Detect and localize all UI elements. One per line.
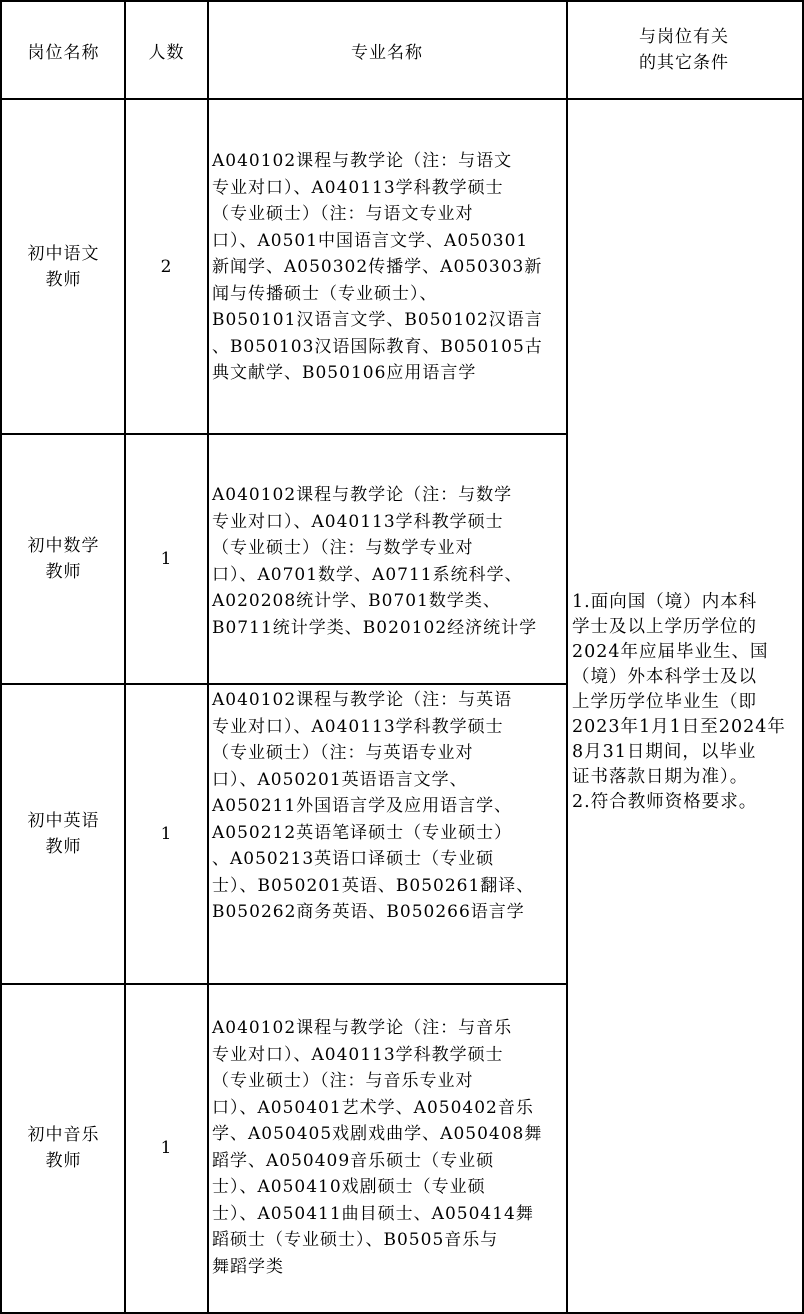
row-1-majors: A040102课程与教学论（注：与语文 专业对口）、A040113学科教学硕士 （专业硕士）（注：与语文专业对 口）、A0501中国语言文学、A050301 新闻学、A050302传播学、A050303新 闻与传播硕士（专业硕士）、 B050101汉语言文学、B050102汉语言 、B050103汉语国际教育、B050105古 典文献学、B050106应用语言学 [212,151,543,383]
row-2-position: 初中数学 教师 [27,536,100,582]
header-position-name: 岗位名称 [27,42,100,63]
row-4-count: 1 [160,1138,173,1158]
table-border-left [0,0,2,1314]
conditions-text: 1.面向国（境）内本科 学士及以上学历学位的 2024年应届毕业生、国 （境）外本科学士及以 上学历学位毕业生（即 2023年1月1日至2024年 8月31日期间，以毕业 证书落款日期为准）。 2.符合教师资格要求。 [572,592,786,812]
col-divider-1 [124,0,126,1314]
row-3-position: 初中英语 教师 [27,811,100,857]
header-count: 人数 [148,42,185,63]
row-divider-header [0,98,804,100]
row-1-position: 初中语文 教师 [27,244,100,290]
col-divider-3 [566,0,568,1314]
row-4-majors: A040102课程与教学论（注：与音乐 专业对口）、A040113学科教学硕士 （专业硕士）（注：与音乐专业对 口）、A050401艺术学、A050402音乐 学、A050405戏剧戏曲学、A050408舞 蹈学、A050409音乐硕士（专业硕 士）、A050410戏剧硕士（专业硕 士）、A050411曲目硕士、A050414舞 蹈硕士（专业硕士）、B0505音乐与 舞蹈学类 [212,1018,543,1277]
table-border-top [0,0,804,2]
row-2-count: 1 [160,549,173,569]
header-major-name: 专业名称 [351,42,423,63]
row-4-position: 初中音乐 教师 [27,1125,100,1171]
row-1-count: 2 [160,257,173,277]
row-3-majors: A040102课程与教学论（注：与英语 专业对口）、A040113学科教学硕士 （专业硕士）（注：与英语专业对 口）、A050201英语语言文学、 A050211外国语言学及应用语言学、 A050212英语笔译硕士（专业硕士） 、A050213英语口译硕士（专业硕 士）、B050201英语、B050261翻译、 B050262商务英语、B050266语言学 [212,690,535,922]
row-divider-1 [0,433,568,435]
row-divider-3 [0,983,568,985]
col-divider-2 [207,0,209,1314]
header-other-conditions: 与岗位有关 的其它条件 [639,27,729,73]
row-3-count: 1 [160,824,173,844]
row-divider-2 [0,683,568,685]
row-2-majors: A040102课程与教学论（注：与数学 专业对口）、A040113学科教学硕士 （专业硕士）（注：与数学专业对 口）、A0701数学、A0711系统科学、 A020208统计学、B0701数学类、 B0711统计学类、B020102经济统计学 [212,485,538,638]
